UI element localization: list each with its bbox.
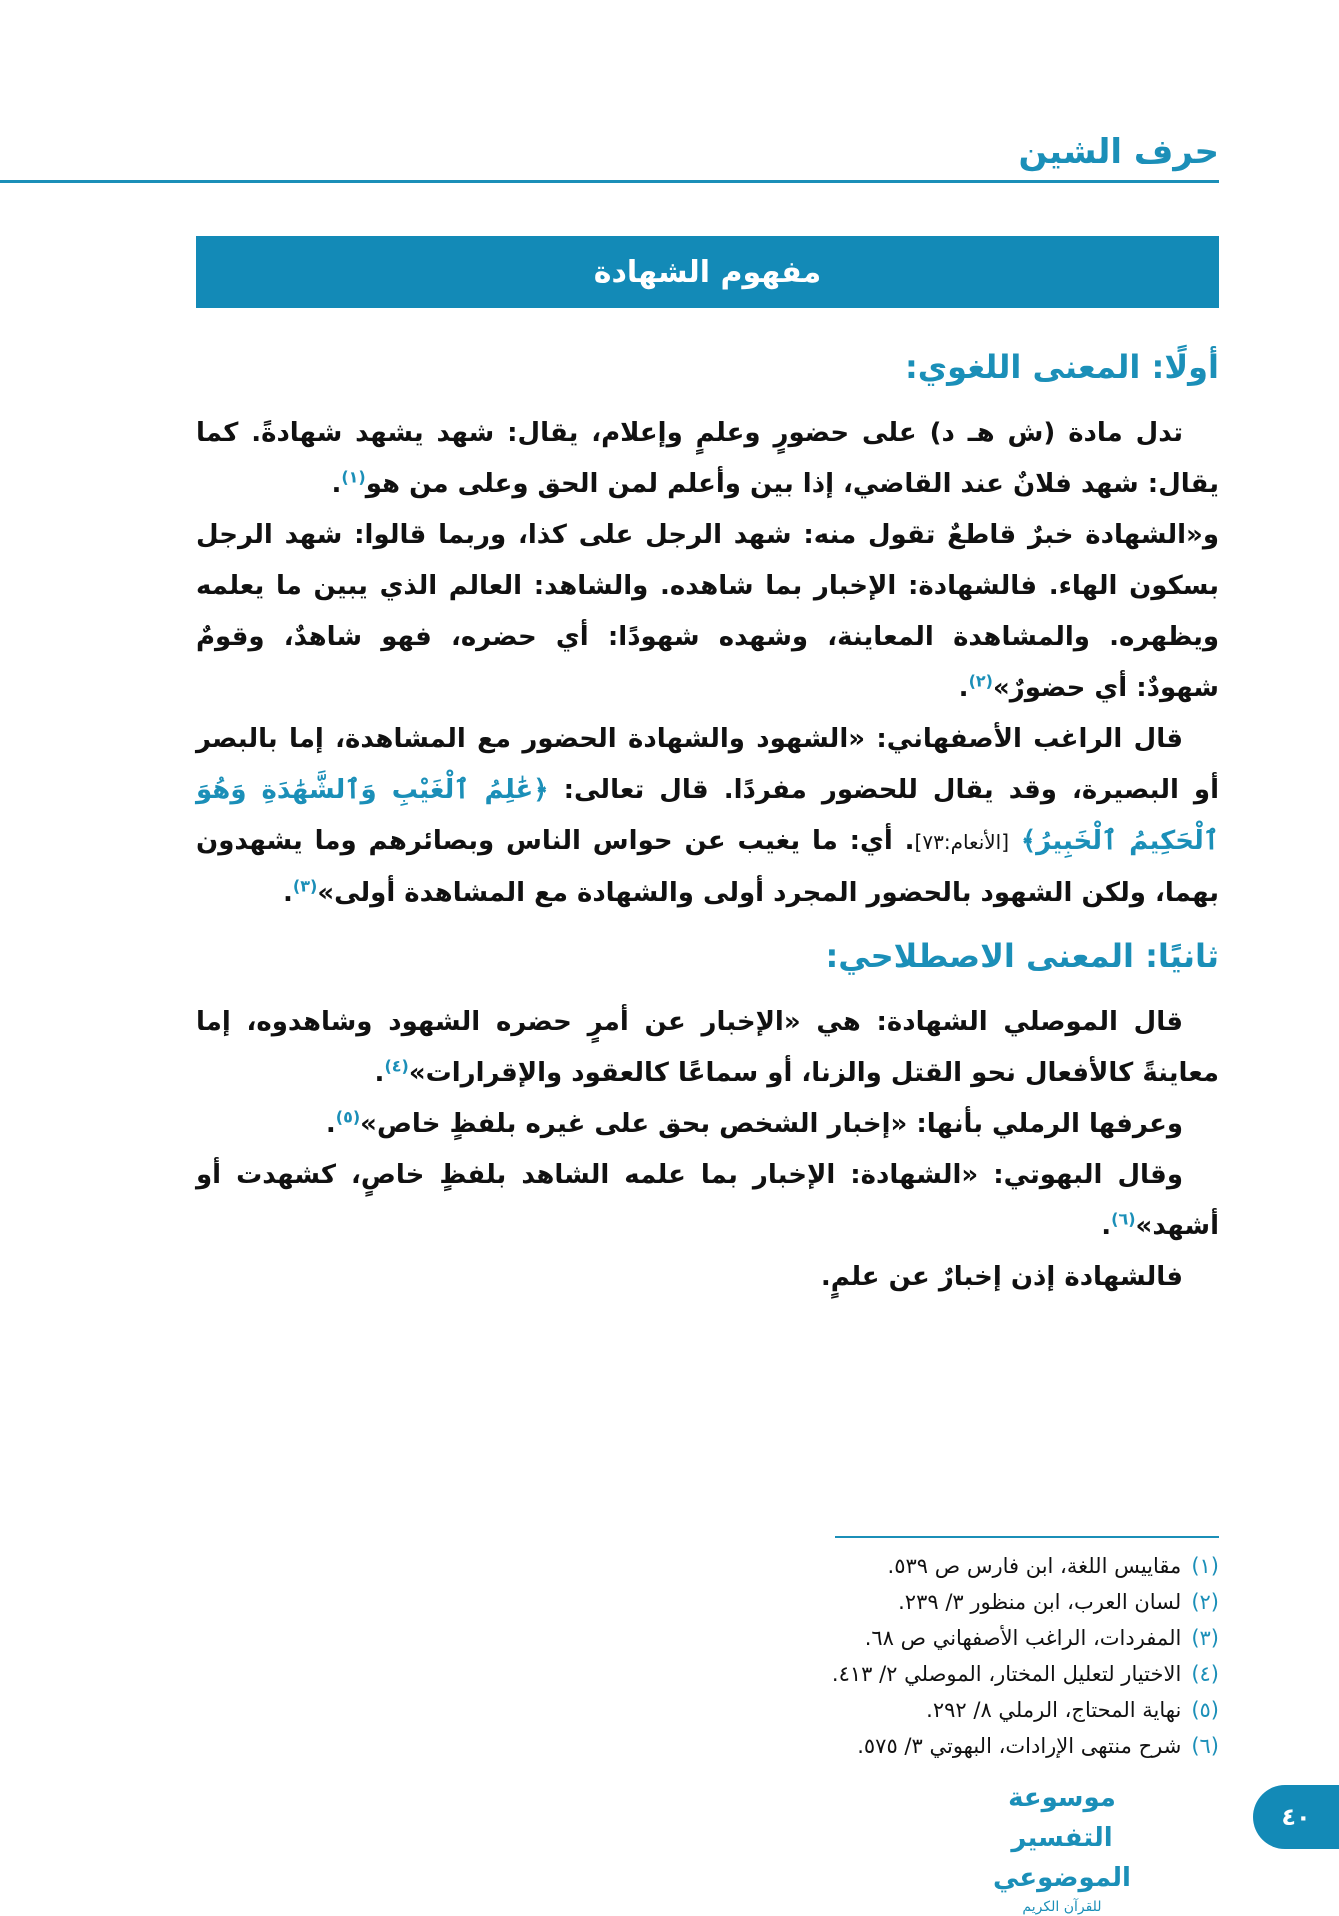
verse-reference: [الأنعام:٧٣] <box>914 830 1010 854</box>
footnote-number: (٥) <box>1191 1698 1219 1722</box>
footnote-ref[interactable]: (١) <box>341 467 366 487</box>
page-title <box>196 236 1219 308</box>
footnote-text: المفردات، الراغب الأصفهاني ص ٦٨. <box>864 1626 1182 1650</box>
footnote-text: لسان العرب، ابن منظور ٣/ ٢٣٩. <box>898 1590 1182 1614</box>
paragraph-text: وقال البهوتي: «الشهادة: الإخبار بما علمه الشاهد بلفظٍ خاصٍ، كشهدت أو أشهد» <box>196 1160 1219 1241</box>
paragraph-text: قال الراغب الأصفهاني: «الشهود والشهادة الحضور مع المشاهدة، إما بالبصر أو البصيرة، وقد يقال للحضور مفردًا. قال تعالى: <box>196 724 1219 805</box>
footnote-ref[interactable]: (٣) <box>292 876 318 896</box>
footnote-item <box>519 1584 1219 1620</box>
paragraph <box>196 1252 1219 1303</box>
paragraph-text: و«الشهادة خبرٌ قاطعٌ تقول منه: شهد الرجل على كذا، وربما قالوا: شهد الرجل بسكون الهاء. فالشهادة: الإخبار بما شاهده. والشاهد: العالم الذي يبين ما يعلمه ويظهره. والمشاهدة المعاينة، وشهده شهودًا: أي حضره، فهو شاهدٌ، وقومٌ شهودٌ: أي حضورٌ» <box>196 520 1219 703</box>
paragraph-text: . أي: ما يغيب عن حواس الناس وبصائرهم وما يشهدون بهما، ولكن الشهود بالحضور المجرد أولى والشهادة مع المشاهدة أولى» <box>196 826 1219 908</box>
footnote-text: مقاييس اللغة، ابن فارس ص ٥٣٩. <box>887 1554 1182 1578</box>
running-title: حرف الشين <box>1018 132 1219 172</box>
footnote-item <box>519 1620 1219 1656</box>
period: . <box>325 1109 336 1139</box>
logo-title: موسوعة التفسير الموضوعي <box>993 1783 1131 1893</box>
footnote-item <box>519 1656 1219 1692</box>
paragraph <box>196 714 1219 919</box>
footnote-number: (٦) <box>1191 1734 1219 1758</box>
paragraph <box>196 997 1219 1099</box>
header-rule <box>0 180 1219 183</box>
footnote-ref[interactable]: (٥) <box>335 1107 361 1127</box>
period: . <box>374 1058 385 1088</box>
page-number <box>1253 1785 1339 1849</box>
footnote-ref[interactable]: (٦) <box>1111 1209 1136 1229</box>
encyclopedia-logo <box>957 1778 1167 1915</box>
paragraph <box>196 408 1219 510</box>
logo-subtitle: للقرآن الكريم <box>1022 1899 1102 1915</box>
footnote-number: (١) <box>1191 1554 1219 1578</box>
period: . <box>958 673 969 703</box>
footnote-item <box>519 1692 1219 1728</box>
page-title-text: مفهوم الشهادة <box>593 254 822 290</box>
period: . <box>1101 1211 1112 1241</box>
footnote-ref[interactable]: (٢) <box>968 671 993 691</box>
paragraph <box>196 1150 1219 1252</box>
paragraph-text: قال الموصلي الشهادة: هي «الإخبار عن أمرٍ حضره الشهود وشاهدوه، إما معاينةً كالأفعال نحو القتل والزنا، أو سماعًا كالعقود والإقرارات» <box>196 1007 1219 1088</box>
footnote-rule <box>835 1536 1219 1538</box>
footnote-number: (٢) <box>1191 1590 1219 1614</box>
period: . <box>331 469 342 499</box>
footnotes-list <box>519 1548 1219 1764</box>
footnote-number: (٤) <box>1191 1662 1219 1686</box>
page-number-text: ٤٠ <box>1281 1803 1311 1831</box>
quran-verse: ﴿عَٰلِمُ ٱلْغَيْبِ وَٱلشَّهَٰدَةِ وَهُوَ ٱلْحَكِيمُ ٱلْخَبِيرُ﴾ <box>196 775 1220 856</box>
footnote-item <box>519 1728 1219 1764</box>
paragraph <box>196 1099 1219 1150</box>
footnote-text: نهاية المحتاج، الرملي ٨/ ٢٩٢. <box>926 1698 1182 1722</box>
footnote-item <box>519 1548 1219 1584</box>
footnote-text: شرح منتهى الإرادات، البهوتي ٣/ ٥٧٥. <box>857 1734 1182 1758</box>
main-content <box>196 330 1219 1303</box>
footnote-text: الاختيار لتعليل المختار، الموصلي ٢/ ٤١٣. <box>831 1662 1182 1686</box>
paragraph <box>196 510 1219 714</box>
paragraph-text: تدل مادة (ش هـ د) على حضورٍ وعلمٍ وإعلام، يقال: شهد يشهد شهادةً. كما يقال: شهد فلانٌ عند القاضي، إذا بين وأعلم لمن الحق وعلى من هو <box>196 418 1219 499</box>
section-heading-linguistic: أولًا: المعنى اللغوي: <box>905 348 1219 386</box>
period: . <box>283 878 293 908</box>
section-heading-technical: ثانيًا: المعنى الاصطلاحي: <box>825 937 1219 975</box>
paragraph-text: فالشهادة إذن إخبارٌ عن علمٍ. <box>820 1262 1183 1292</box>
footnote-ref[interactable]: (٤) <box>384 1056 409 1076</box>
footnote-number: (٣) <box>1191 1626 1219 1650</box>
paragraph-text: وعرفها الرملي بأنها: «إخبار الشخص بحق على غيره بلفظٍ خاص» <box>360 1109 1183 1139</box>
